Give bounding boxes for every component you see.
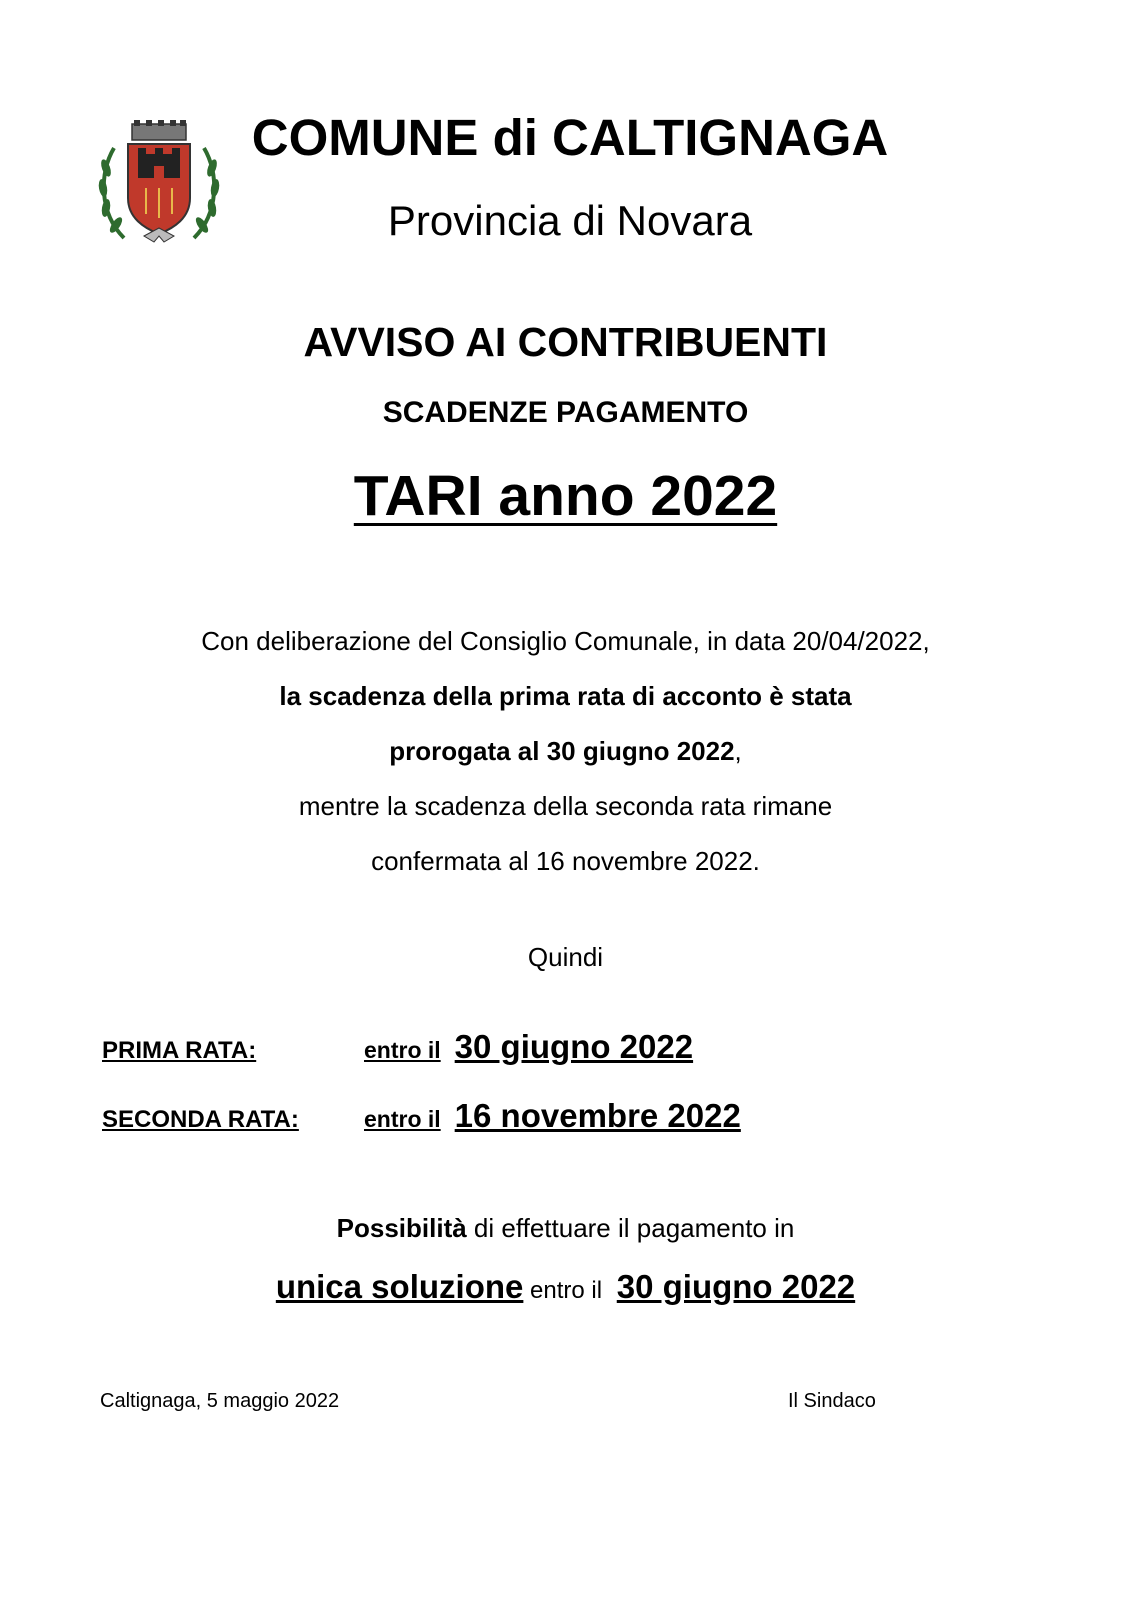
body-line-2: la scadenza della prima rata di acconto è stata (279, 681, 852, 711)
quindi-text: Quindi (527, 942, 604, 972)
single-solution-date: 30 giugno 2022 (616, 1268, 856, 1305)
deadline-subheading: SCADENZE PAGAMENTO (382, 396, 749, 429)
single-payment-line (0, 1268, 1131, 1306)
body-line-3-tail: , (734, 736, 742, 766)
second-installment-label: SECONDA RATA: (102, 1106, 299, 1133)
single-payment-intro (0, 1213, 1131, 1244)
body-line-3 (0, 736, 1131, 767)
first-installment-row (102, 1028, 693, 1066)
place-date: Caltignaga, 5 maggio 2022 (100, 1390, 340, 1412)
body-line-5: confermata al 16 novembre 2022. (371, 846, 760, 876)
body-line-3-bold: prorogata al 30 giugno 2022 (389, 736, 735, 766)
body-line-4: mentre la scadenza della seconda rata rimane (298, 791, 833, 821)
first-installment-label: PRIMA RATA: (102, 1037, 257, 1064)
tari-headline: TARI anno 2022 (353, 464, 778, 528)
body-line-1: Con deliberazione del Consiglio Comunale, in data 20/04/2022, (201, 626, 930, 656)
first-installment-date: 30 giugno 2022 (454, 1028, 694, 1065)
second-installment-date: 16 novembre 2022 (454, 1097, 741, 1134)
province-subtitle: Provincia di Novara (387, 197, 753, 244)
first-installment-entro: entro il (364, 1037, 441, 1063)
possibility-rest: di effettuare il pagamento in (466, 1213, 795, 1243)
single-solution-label: unica soluzione (275, 1268, 524, 1305)
page-title: COMUNE di CALTIGNAGA (251, 109, 889, 166)
second-installment-row (102, 1097, 741, 1135)
possibility-word: Possibilità (336, 1213, 467, 1243)
single-solution-entro: entro il (523, 1277, 609, 1304)
second-installment-entro: entro il (364, 1106, 441, 1132)
signature-label: Il Sindaco (788, 1390, 876, 1412)
notice-heading: AVVISO AI CONTRIBUENTI (303, 319, 828, 365)
